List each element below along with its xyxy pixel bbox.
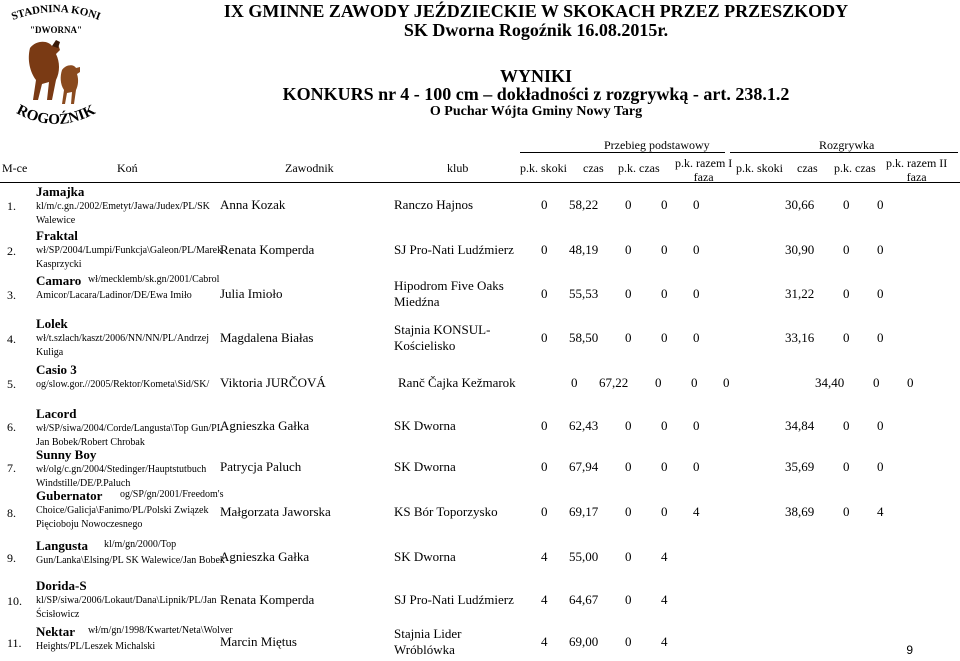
row-horse-name: Langusta <box>36 538 89 553</box>
table-row <box>0 623 960 661</box>
row-horse-name: Camaro <box>36 273 82 288</box>
row-value-8: 0 <box>877 286 884 301</box>
row-value-4: 0 <box>661 242 668 257</box>
row-value-5: 4 <box>693 504 700 519</box>
row-value-5: 0 <box>693 242 700 257</box>
row-value-4: 0 <box>661 459 668 474</box>
col-pk-razem-2 <box>886 156 947 184</box>
row-value-2: 58,50 <box>569 330 599 345</box>
row-horse-desc-inline: wł/mecklemb/sk.gn/2001/Cabrol <box>88 274 220 285</box>
row-horse-desc: wł/olg/c.gn/2004/Stedinger/Hauptstutbuch <box>36 464 207 475</box>
table-row <box>0 405 960 446</box>
row-place: 6. <box>7 420 16 434</box>
horse-logo-icon <box>0 0 112 140</box>
row-value-1: 0 <box>541 242 548 257</box>
row-horse-name: Dorida-S <box>36 578 87 593</box>
row-club: Stajnia Lider <box>394 626 462 641</box>
row-value-1: 4 <box>541 592 548 607</box>
row-club: SJ Pro-Nati Ludźmierz <box>394 592 514 607</box>
col-pk-razem-1-label: p.k. razem I <box>675 156 733 170</box>
logo-middle-text: "DWORNA" <box>30 25 82 35</box>
row-value-2: 69,00 <box>569 634 599 649</box>
row-value-8: 0 <box>877 330 884 345</box>
row-horse-name: Casio 3 <box>36 362 77 377</box>
group-jumpoff: Rozgrywka <box>819 138 875 152</box>
row-value-7: 0 <box>843 197 850 212</box>
row-club-2: Miedźna <box>394 294 440 309</box>
row-value-6: 31,22 <box>785 286 815 301</box>
row-club-2: Kościelisko <box>394 338 456 353</box>
row-place: 8. <box>7 506 16 520</box>
row-value-3: 0 <box>625 330 632 345</box>
table-row <box>0 272 960 315</box>
row-value-8: 0 <box>907 375 914 390</box>
row-horse-desc-2: Kasprzycki <box>36 259 82 270</box>
group-jumpoff-underline <box>730 152 958 153</box>
row-value-7: 0 <box>843 459 850 474</box>
row-value-3: 0 <box>625 242 632 257</box>
row-value-1: 4 <box>541 549 548 564</box>
row-value-5: 0 <box>693 330 700 345</box>
row-place: 7. <box>7 461 16 475</box>
col-pk-razem-1 <box>675 156 732 184</box>
row-place: 2. <box>7 244 16 258</box>
table-row <box>0 446 960 487</box>
row-value-5: 0 <box>693 459 700 474</box>
row-value-6: 30,66 <box>785 197 815 212</box>
row-value-3: 0 <box>625 197 632 212</box>
row-value-7: 0 <box>843 418 850 433</box>
row-horse-desc-2: Windstille/DE/P.Paluch <box>36 478 131 489</box>
row-horse-desc-2: Kuliga <box>36 347 64 358</box>
row-value-2: 67,22 <box>599 375 629 390</box>
row-value-3: 0 <box>655 375 662 390</box>
row-value-7: 0 <box>873 375 880 390</box>
col-czas: czas <box>583 161 604 175</box>
row-horse-desc: Gun/Lanka\Elsing/PL SK Walewice/Jan Bobek <box>36 555 225 566</box>
col-pk-skoki: p.k. skoki <box>520 161 568 175</box>
row-horse-desc: wł/SP/2004/Lumpi/Funkcja\Galeon/PL/Marek <box>36 245 223 256</box>
row-place: 3. <box>7 288 16 302</box>
col-club: klub <box>447 161 469 175</box>
row-place: 5. <box>7 377 16 391</box>
row-horse-name: Jamajka <box>36 184 85 199</box>
row-value-4: 4 <box>661 592 668 607</box>
row-value-3: 0 <box>625 459 632 474</box>
row-value-4: 0 <box>661 504 668 519</box>
table-row <box>0 577 960 623</box>
row-horse-name: Gubernator <box>36 488 103 503</box>
row-value-7: 0 <box>843 330 850 345</box>
row-value-1: 0 <box>571 375 578 390</box>
row-rider: Renata Komperda <box>220 592 315 607</box>
row-value-5: 0 <box>693 197 700 212</box>
svg-text:STADNINA KONI <box>10 3 102 23</box>
row-horse-name: Lacord <box>36 406 77 421</box>
row-value-4: 0 <box>661 286 668 301</box>
row-horse-desc: kl/SP/siwa/2006/Lokaut/Dana\Lipnik/PL/Jan <box>36 595 217 606</box>
row-value-1: 0 <box>541 330 548 345</box>
row-value-5: 0 <box>693 286 700 301</box>
row-value-2: 55,53 <box>569 286 599 301</box>
row-place: 11. <box>7 636 22 650</box>
page-number: 9 <box>906 643 913 657</box>
row-place: 1. <box>7 199 16 213</box>
row-value-4: 0 <box>661 418 668 433</box>
row-horse-desc-2: Pięcioboju Nowoczesnego <box>36 519 143 530</box>
col-faza-1-label: faza <box>693 170 714 184</box>
row-rider: Renata Komperda <box>220 242 315 257</box>
col-pk-skoki-2: p.k. skoki <box>736 161 784 175</box>
row-horse-desc-2: Amicor/Lacara/Ladinor/DE/Ewa Imiło <box>36 290 192 301</box>
row-horse-desc: og/slow.gor.//2005/Rektor/Kometa\Sid/SK/ <box>36 379 210 390</box>
col-rider: Zawodnik <box>285 161 334 175</box>
results-title: WYNIKI <box>499 66 572 86</box>
row-value-7: 0 <box>843 242 850 257</box>
row-value-2: 69,17 <box>569 504 599 519</box>
row-value-8: 0 <box>877 242 884 257</box>
table-row <box>0 183 960 227</box>
row-value-1: 0 <box>541 197 548 212</box>
table-row <box>0 537 960 577</box>
row-horse-name: Nektar <box>36 624 75 639</box>
row-place: 9. <box>7 551 16 565</box>
row-value-7: 0 <box>843 286 850 301</box>
col-czas-2: czas <box>797 161 818 175</box>
logo-bottom-text: ROGOŹNIK <box>14 102 98 129</box>
row-value-4: 0 <box>661 197 668 212</box>
row-value-1: 0 <box>541 286 548 301</box>
row-rider: Agnieszka Gałka <box>220 418 310 433</box>
row-club: Ranč Čajka Kežmarok <box>398 375 516 390</box>
row-club: KS Bór Toporzysko <box>394 504 498 519</box>
row-rider: Małgorzata Jaworska <box>220 504 331 519</box>
event-title: IX GMINNE ZAWODY JEŹDZIECKIE W SKOKACH PRZEZ PRZESZKODY <box>223 1 849 21</box>
row-club: SK Dworna <box>394 418 456 433</box>
col-pk-razem-2-label: p.k. razem II <box>886 156 948 170</box>
row-value-8: 4 <box>877 504 884 519</box>
table-row <box>0 315 960 361</box>
row-horse-desc-inline: kl/m/gn/2000/Top <box>104 539 177 550</box>
svg-text:ROGOŹNIK <box>14 102 98 128</box>
row-value-8: 0 <box>877 418 884 433</box>
col-pk-czas: p.k. czas <box>618 161 660 175</box>
row-value-4: 0 <box>691 375 698 390</box>
table-row <box>0 487 960 537</box>
row-value-4: 4 <box>661 634 668 649</box>
row-value-1: 4 <box>541 634 548 649</box>
table-row <box>0 361 960 405</box>
row-rider: Marcin Miętus <box>220 634 297 649</box>
stadnina-logo <box>0 0 112 140</box>
group-base-round: Przebieg podstawowy <box>604 138 710 152</box>
row-horse-name: Lolek <box>36 316 68 331</box>
logo-top-text: STADNINA KONI <box>9 2 103 23</box>
row-value-6: 34,40 <box>815 375 845 390</box>
row-value-6: 38,69 <box>785 504 815 519</box>
row-horse-desc-inline: wł/m/gn/1998/Kwartet/Neta\Wolver <box>88 625 233 636</box>
row-horse-name: Sunny Boy <box>36 447 97 462</box>
col-horse: Koń <box>117 161 138 175</box>
event-venue-date: SK Dworna Rogoźnik 16.08.2015r. <box>403 20 669 40</box>
row-value-3: 0 <box>625 286 632 301</box>
row-rider: Patrycja Paluch <box>220 459 302 474</box>
row-value-6: 35,69 <box>785 459 815 474</box>
row-value-7: 0 <box>843 504 850 519</box>
row-horse-desc: wł/SP/siwa/2004/Corde/Langusta\Top Gun/PL <box>36 423 223 434</box>
row-value-2: 62,43 <box>569 418 599 433</box>
row-value-3: 0 <box>625 504 632 519</box>
row-value-6: 33,16 <box>785 330 815 345</box>
row-club: SJ Pro-Nati Ludźmierz <box>394 242 514 257</box>
row-value-5: 0 <box>723 375 730 390</box>
row-club-2: Wróblówka <box>394 642 455 657</box>
row-club: Stajnia KONSUL- <box>394 322 491 337</box>
row-value-2: 64,67 <box>569 592 599 607</box>
row-horse-name: Fraktal <box>36 228 78 243</box>
row-place: 10. <box>7 594 22 608</box>
row-value-2: 55,00 <box>569 549 599 564</box>
row-horse-desc: Heights/PL/Leszek Michalski <box>36 641 156 652</box>
row-club: Ranczo Hajnos <box>394 197 474 212</box>
row-rider: Anna Kozak <box>220 197 286 212</box>
cup-title: O Puchar Wójta Gminy Nowy Targ <box>429 104 643 119</box>
row-value-8: 0 <box>877 459 884 474</box>
row-club: SK Dworna <box>394 549 456 564</box>
row-rider: Agnieszka Gałka <box>220 549 310 564</box>
row-value-8: 0 <box>877 197 884 212</box>
row-value-1: 0 <box>541 459 548 474</box>
row-place: 4. <box>7 332 16 346</box>
row-value-6: 30,90 <box>785 242 815 257</box>
col-faza-2-label: faza <box>906 170 927 184</box>
row-club: SK Dworna <box>394 459 456 474</box>
row-value-4: 0 <box>661 330 668 345</box>
row-horse-desc: Choice/Galicja\Fanimo/PL/Polski Związek <box>36 505 209 516</box>
table-row <box>0 227 960 272</box>
row-value-1: 0 <box>541 418 548 433</box>
row-rider: Julia Imioło <box>220 286 283 301</box>
row-value-5: 0 <box>693 418 700 433</box>
row-value-1: 0 <box>541 504 548 519</box>
row-value-3: 0 <box>625 592 632 607</box>
row-horse-desc: kl/m/c.gn./2002/Emetyt/Jawa/Judex/PL/SK <box>36 201 210 212</box>
row-value-3: 0 <box>625 634 632 649</box>
col-pk-czas-2: p.k. czas <box>834 161 876 175</box>
row-value-6: 34,84 <box>785 418 815 433</box>
row-value-3: 0 <box>625 549 632 564</box>
row-value-2: 48,19 <box>569 242 599 257</box>
row-value-2: 58,22 <box>569 197 599 212</box>
competition-title: KONKURS nr 4 - 100 cm – dokładności z rozgrywką - art. 238.1.2 <box>282 84 790 104</box>
row-club: Hipodrom Five Oaks <box>394 278 504 293</box>
col-place: M-ce <box>2 161 28 175</box>
row-horse-desc-2: Jan Bobek/Robert Chrobak <box>36 437 145 448</box>
group-base-underline <box>520 152 725 153</box>
row-value-4: 4 <box>661 549 668 564</box>
row-horse-desc-2: Walewice <box>36 215 76 226</box>
row-rider: Magdalena Białas <box>220 330 314 345</box>
row-value-3: 0 <box>625 418 632 433</box>
row-horse-desc-inline: og/SP/gn/2001/Freedom's <box>120 489 224 500</box>
row-horse-desc-2: Ścisłowicz <box>36 609 80 620</box>
row-horse-desc: wł/t.szlach/kaszt/2006/NN/NN/PL/Andrzej <box>36 333 210 344</box>
row-value-2: 67,94 <box>569 459 599 474</box>
row-rider: Viktoria JURČOVÁ <box>220 375 326 390</box>
